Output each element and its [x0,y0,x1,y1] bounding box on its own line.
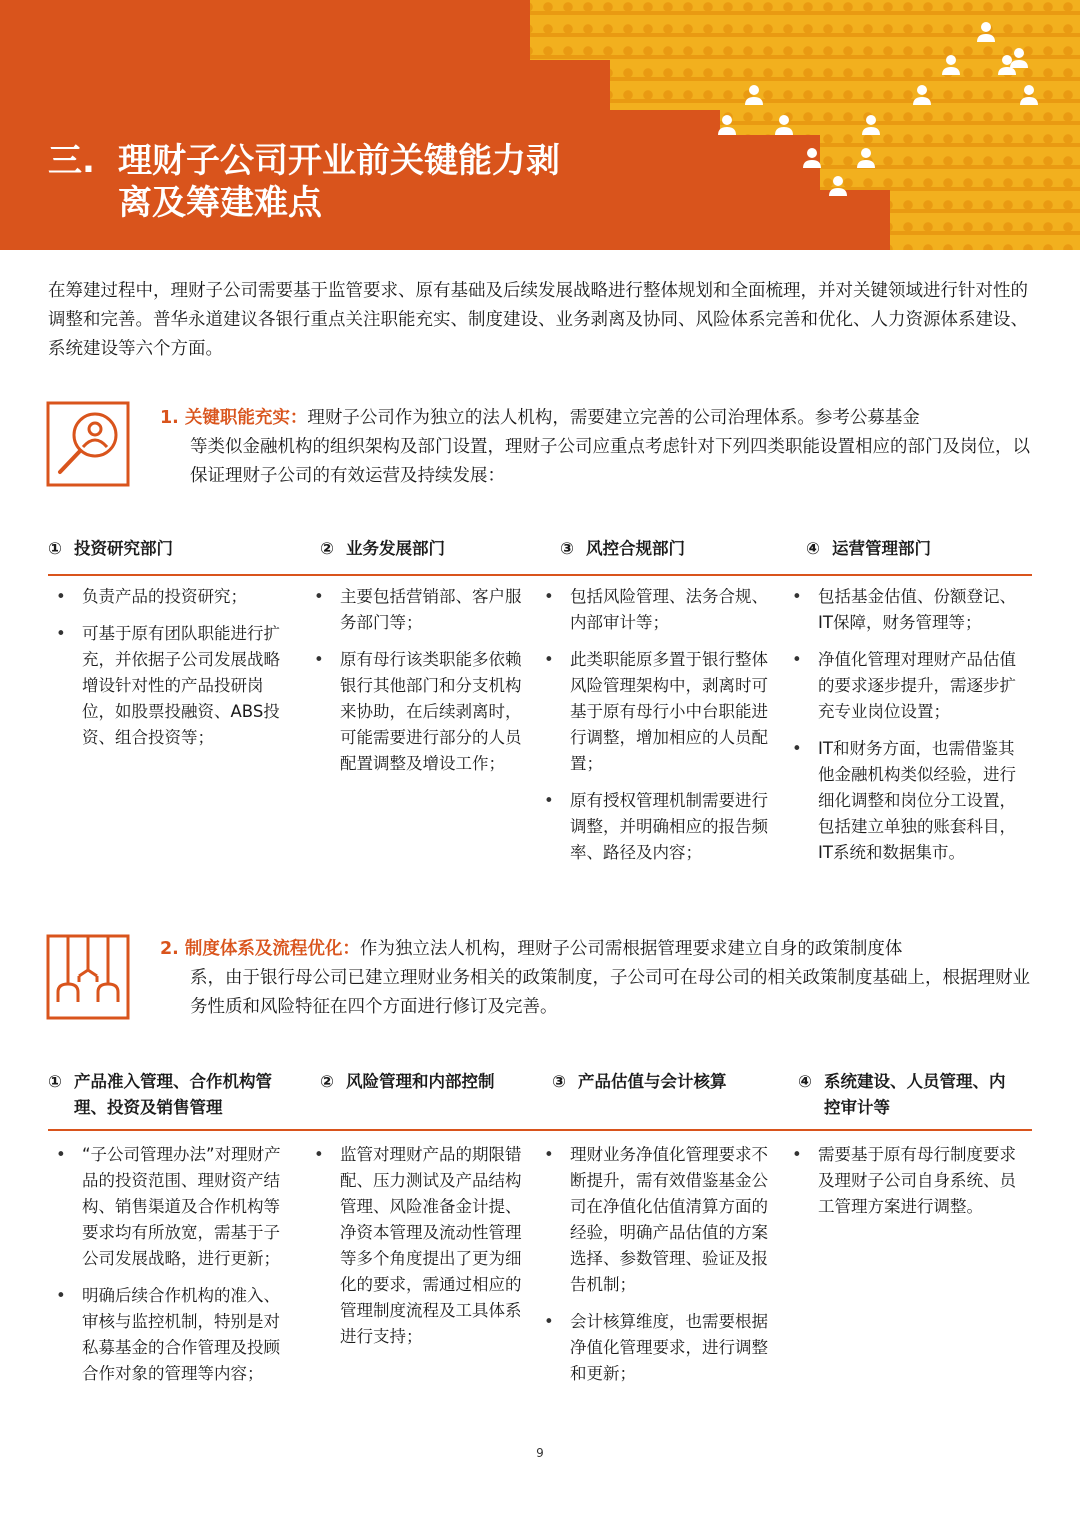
column-header: ③ 产品估值与会计核算 [552,1072,727,1091]
list-item: • 可基于原有团队职能进行扩充，并依据子公司发展战略增设针对性的产品投研岗位，如股票投融资、ABS投资、组合投资等； [48,621,294,751]
column-header: ① 产品准入管理、合作机构管理、投资及销售管理 [48,1072,272,1117]
title-line-1: 理财子公司开业前关键能力剥 [118,141,560,181]
column-header: ④ 系统建设、人员管理、内控审计等 [798,1072,1006,1117]
section-1-lead: 1. 关键职能充实： [160,408,308,428]
section-2-text-cont: 系，由于银行母公司已建立理财业务相关的政策制度，子公司可在母公司的相关政策制度基础上，根据理财业务性质和风险特征在四个方面进行修订及完善。 [190,968,1030,1017]
column-header: ③ 风控合规部门 [560,539,685,558]
section-1-text: 理财子公司作为独立的法人机构，需要建立完善的公司治理体系。参考公募基金 [307,408,920,428]
column-header: ④ 运营管理部门 [806,539,931,558]
page-title [48,140,560,224]
section-1-description [160,404,1040,491]
section-2-column-headers [48,1069,1032,1131]
list-item: • 包括风险管理、法务合规、内部审计等； [536,584,772,636]
list-item: • 净值化管理对理财产品估值的要求逐步提升，需逐步扩充专业岗位设置； [784,647,1020,725]
list-item: • 明确后续合作机构的准入、审核与监控机制，特别是对私募基金的合作管理及投顾合作对象的管理等内容； [48,1283,294,1387]
column-risk-internal-control [306,1142,536,1398]
column-operations [784,584,1032,877]
section-2-lead: 2. 制度体系及流程优化： [160,939,360,959]
list-item: • IT和财务方面，也需借鉴其他金融机构类似经验，进行细化调整和岗位分工设置，包括建立单独的账套科目，IT系统和数据集市。 [784,736,1020,866]
list-item: • 包括基金估值、份额登记、IT保障，财务管理等； [784,584,1020,636]
list-item: • 监管对理财产品的期限错配、压力测试及产品结构管理、风险准备金计提、净资本管理及流动性管理等多个角度提出了更为细化的要求，需通过相应的管理制度流程及工具体系进行支持； [306,1142,524,1350]
list-item: • 原有授权管理机制需要进行调整，并明确相应的报告频率、路径及内容； [536,788,772,866]
column-header: ② 风险管理和内部控制 [320,1072,495,1091]
column-product-admission [48,1142,306,1398]
page-number: 9 [536,1446,544,1460]
org-structure-icon [46,934,130,1020]
list-item: • 负责产品的投资研究； [48,584,294,610]
column-systems-personnel [784,1142,1032,1398]
section-2-text: 作为独立法人机构，理财子公司需根据管理要求建立自身的政策制度体 [359,939,903,959]
section-2-columns [48,1142,1032,1398]
column-risk-compliance [536,584,784,877]
list-item: • 理财业务净值化管理要求不断提升，需有效借鉴基金公司在净值化估值清算方面的经验，明确产品估值的方案选择、参数管理、验证及报告机制； [536,1142,772,1298]
column-business-development [306,584,536,877]
list-item: • 主要包括营销部、客户服务部门等； [306,584,524,636]
list-item: • 需要基于原有母行制度要求及理财子公司自身系统、员工管理方案进行调整。 [784,1142,1020,1220]
list-item: • 会计核算维度，也需要根据净值化管理要求，进行调整和更新； [536,1309,772,1387]
search-person-icon [46,401,130,487]
column-header: ① 投资研究部门 [48,539,173,558]
list-item: • 原有母行该类职能多依赖银行其他部门和分支机构来协助，在后续剥离时，可能需要进行部分的人员配置调整及增设工作； [306,647,524,777]
section-2-description [160,935,1040,1022]
list-item: • “子公司管理办法”对理财产品的投资范围、理财资产结构、销售渠道及合作机构等要求均有所放宽，需基于子公司发展战略，进行更新； [48,1142,294,1272]
section-1-columns [48,584,1032,877]
header-banner [0,0,1080,250]
column-valuation-accounting [536,1142,784,1398]
section-number: 三. [48,141,95,181]
section-1-column-headers [48,536,1032,576]
list-item: • 此类职能原多置于银行整体风险管理架构中，剥离时可基于原有母行小中台职能进行调整，增加相应的人员配置； [536,647,772,777]
column-header: ② 业务发展部门 [320,539,445,558]
section-1-text-cont: 等类似金融机构的组织架构及部门设置，理财子公司应重点考虑针对下列四类职能设置相应的部门及岗位，以保证理财子公司的有效运营及持续发展： [190,437,1030,486]
column-investment-research [48,584,306,877]
title-line-2: 离及筹建难点 [118,183,322,223]
intro-paragraph: 在筹建过程中，理财子公司需要基于监管要求、原有基础及后续发展战略进行整体规划和全面梳理，并对关键领域进行针对性的调整和完善。普华永道建议各银行重点关注职能充实、制度建设、业务剥离及协同、风险体系完善和优化、人力资源体系建设、系统建设等六个方面。 [48,281,1028,359]
